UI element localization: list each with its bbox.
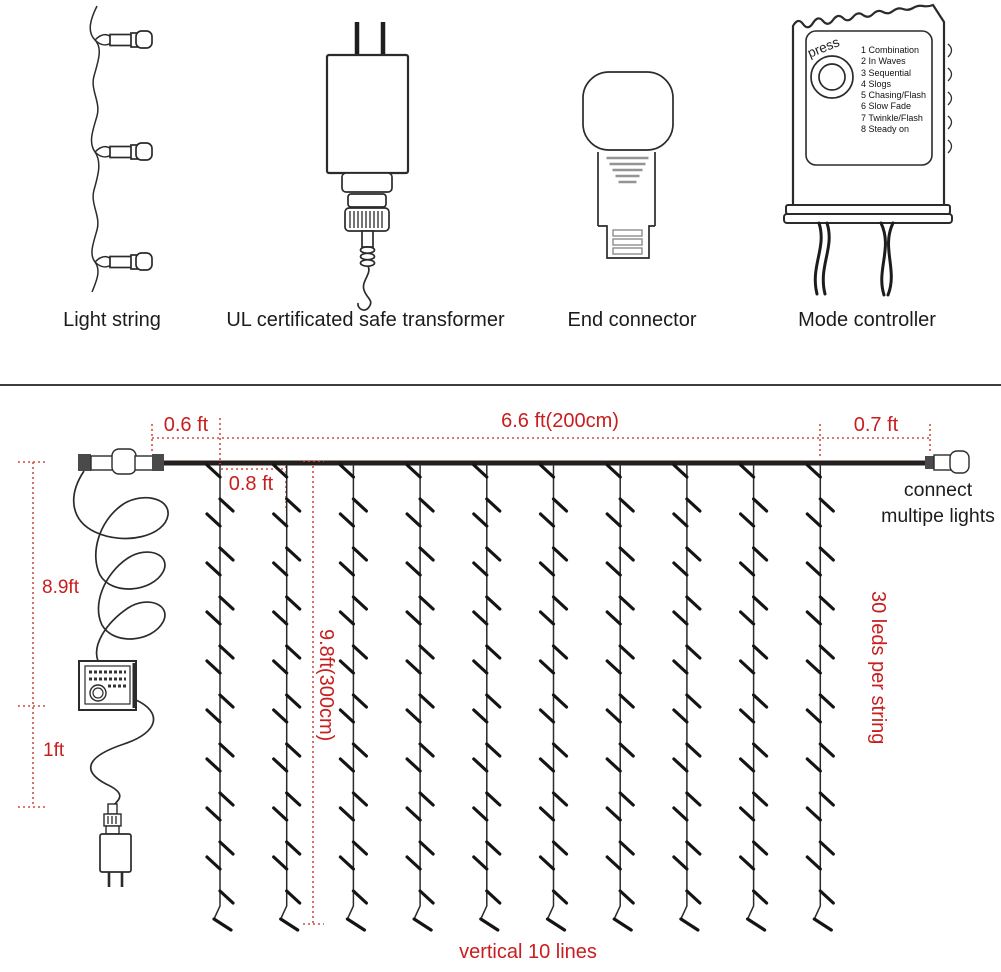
light-string-label: Light string: [63, 309, 161, 331]
mini-controller-icon: [79, 661, 136, 710]
light-string-drawing: [90, 6, 152, 292]
left-connector-icon: [78, 449, 164, 474]
mode-item: 3 Sequential: [861, 67, 912, 78]
dim-drop-spacing: 0.8 ft: [228, 473, 274, 495]
dim-cord-upper: 8.9ft: [42, 577, 79, 598]
dim-cord-lower: 1ft: [43, 740, 65, 761]
led-bulb-icon: [110, 31, 152, 48]
dim-width: 6.6 ft(200cm): [501, 410, 619, 432]
right-connector-icon: [925, 451, 969, 473]
mode-controller-label: Mode controller: [798, 309, 936, 331]
leds-per-string-note: 30 leds per string: [867, 591, 889, 745]
mode-item: 4 Slogs: [861, 78, 892, 89]
transformer-label: UL certificated safe transformer: [226, 309, 505, 331]
led-bulb-icon: [110, 253, 152, 270]
end-connector-drawing: [583, 72, 673, 258]
mode-item: 7 Twinkle/Flash: [861, 112, 923, 123]
mode-item: 8 Steady on: [861, 124, 910, 135]
dimension-dotted-lines: [18, 418, 930, 924]
plug-icon: [100, 804, 131, 887]
dim-drop-length: 9.8ft(300cm): [315, 629, 337, 742]
led-bulb-icon: [110, 143, 152, 160]
mode-item: 6 Slow Fade: [861, 101, 912, 112]
mode-item: 5 Chasing/Flash: [861, 90, 927, 101]
dim-left-lead: 0.6 ft: [163, 414, 209, 436]
power-cord-coil: [74, 471, 168, 661]
plug-cord: [91, 700, 154, 805]
mode-list: [861, 45, 926, 135]
vertical-lines-note: vertical 10 lines: [459, 941, 597, 963]
led-drops: [207, 464, 833, 930]
curtain-diagram: [18, 418, 969, 930]
connect-multiple-note: connect multipe lights: [881, 479, 995, 527]
section-divider: [0, 384, 1001, 386]
mode-item: 2 In Waves: [861, 56, 906, 67]
transformer-drawing: [327, 22, 408, 310]
mode-item: 1 Combination: [861, 45, 920, 55]
end-connector-label: End connector: [567, 309, 697, 331]
press-label: press: [805, 34, 842, 61]
dim-right-lead: 0.7 ft: [853, 414, 899, 436]
